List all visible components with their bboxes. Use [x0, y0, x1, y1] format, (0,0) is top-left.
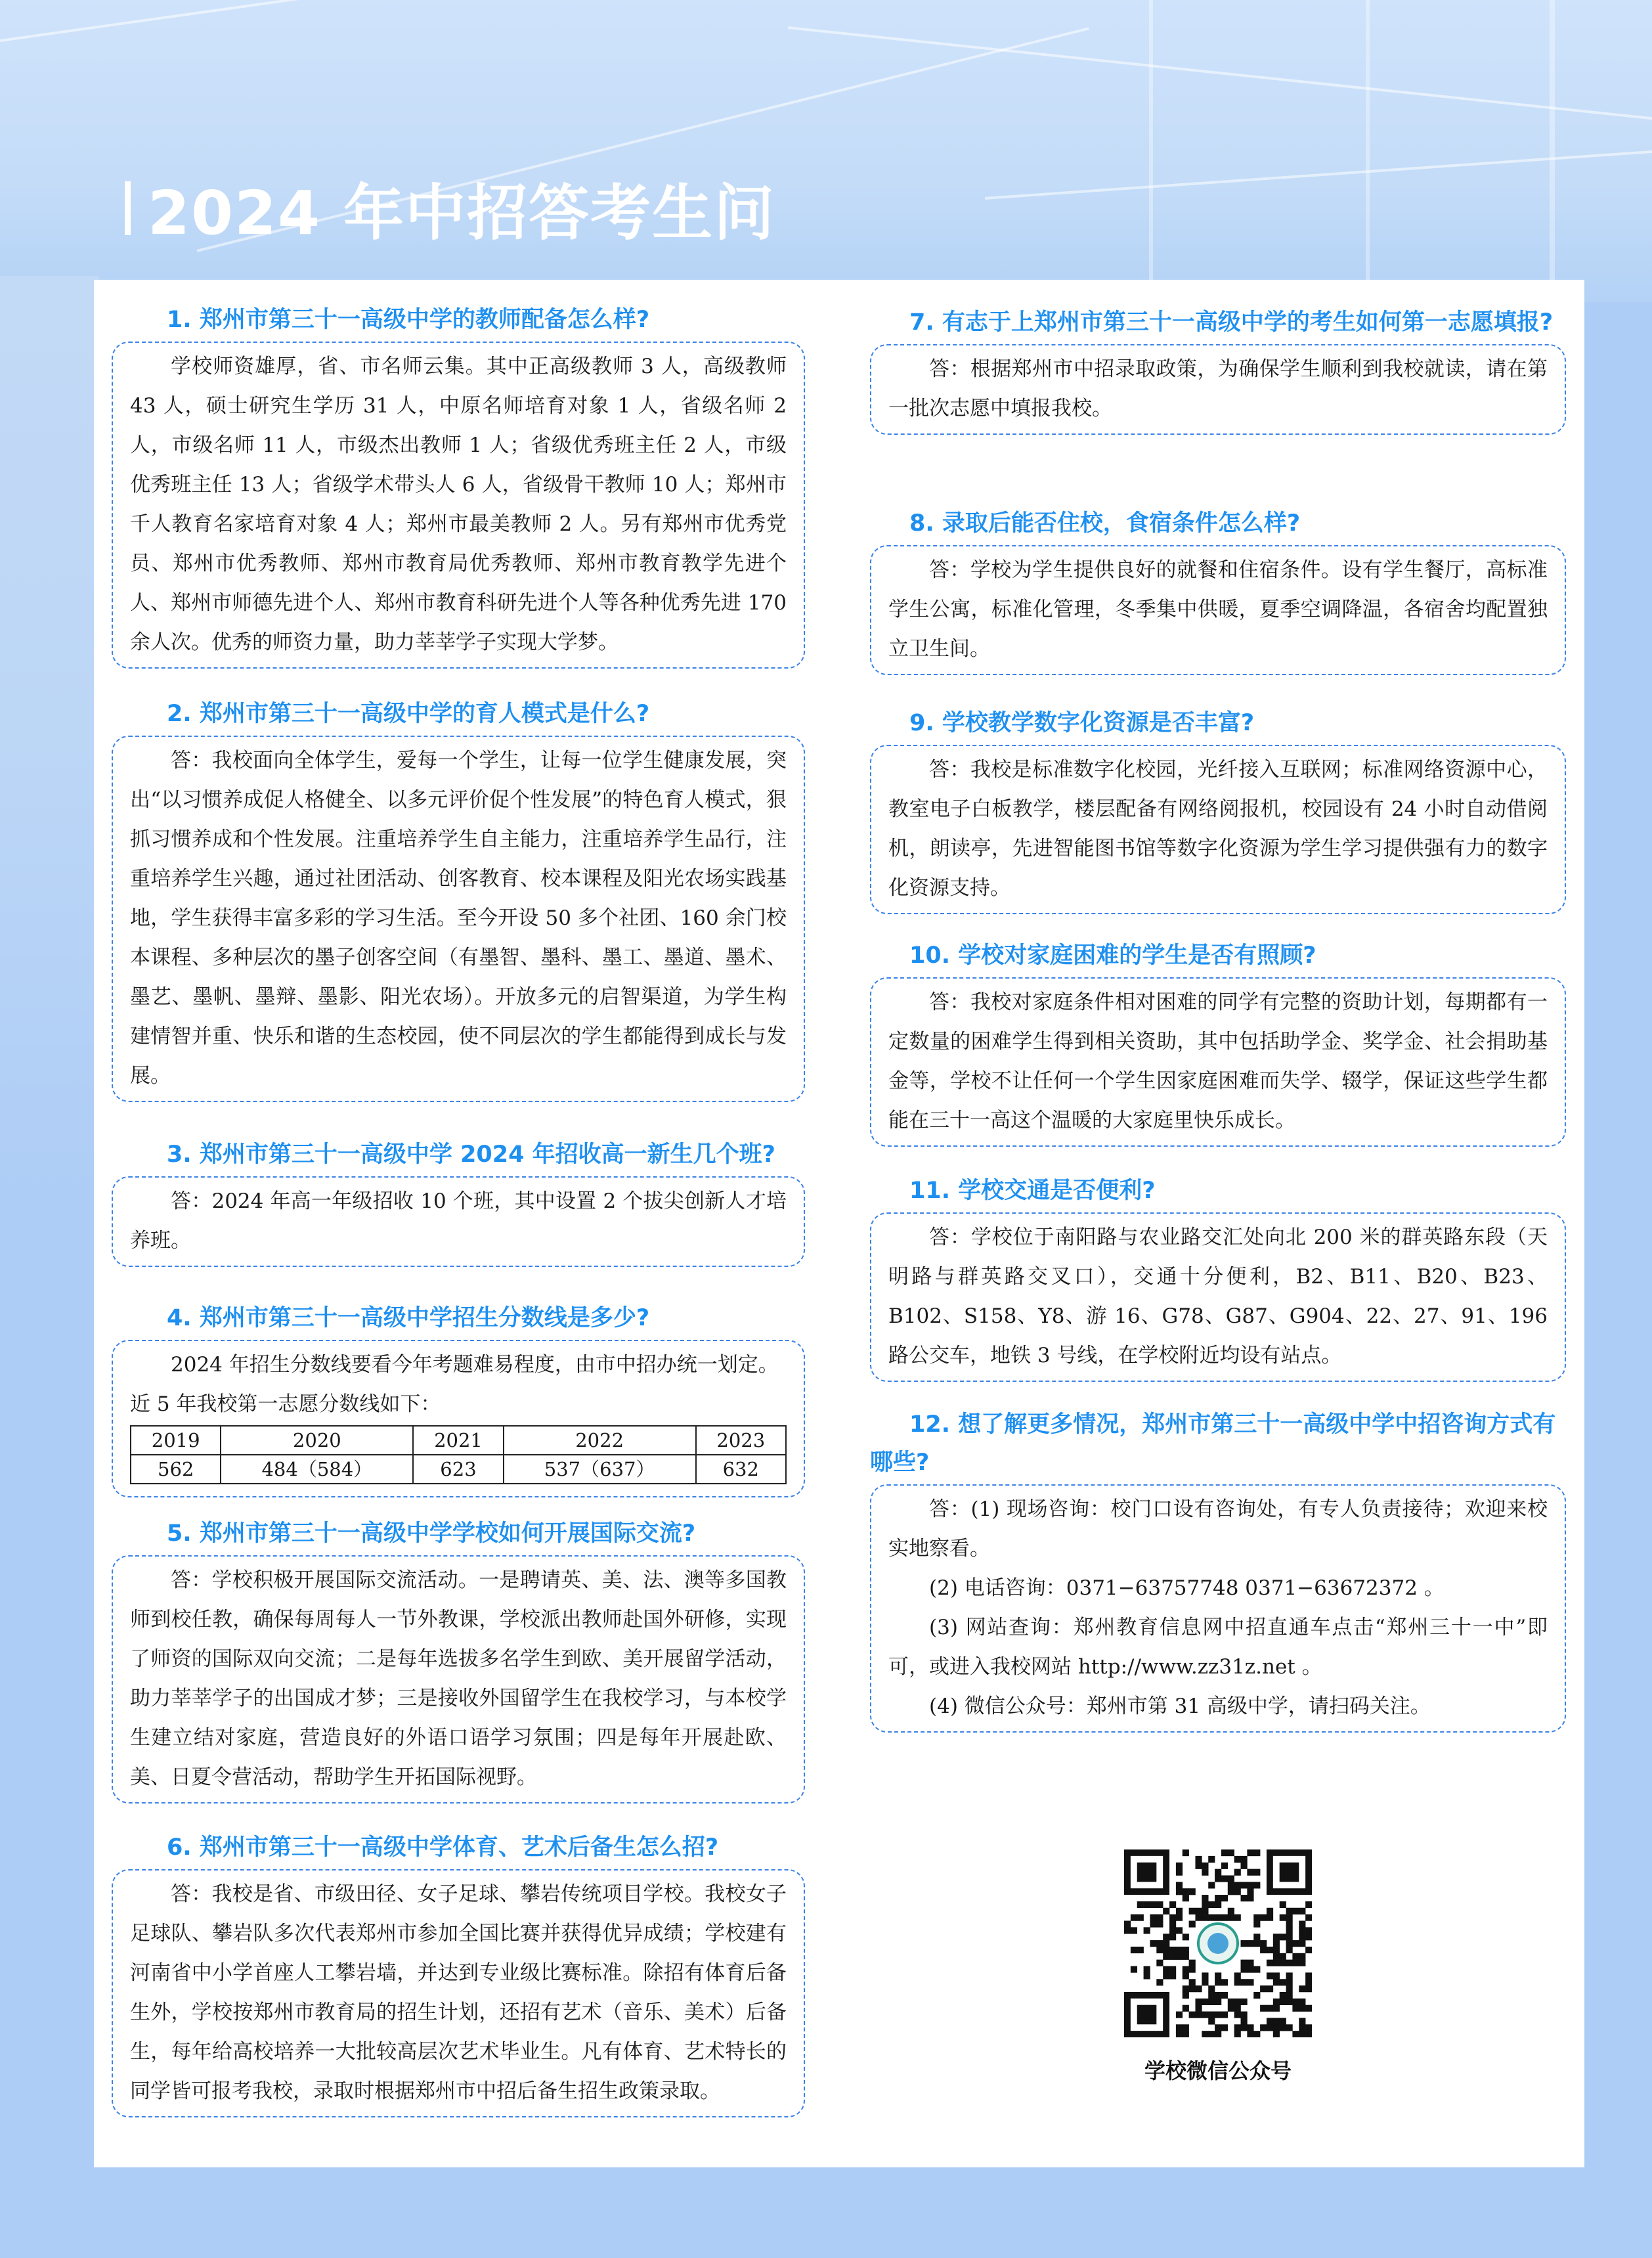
- table-cell: 2023: [696, 1426, 786, 1455]
- question-title: 3. 郑州市第三十一高级中学 2024 年招收高一新生几个班?: [167, 1141, 775, 1168]
- answer-box: [870, 545, 1566, 675]
- content-card: [94, 280, 1584, 2167]
- qa-item-12: [870, 1406, 1566, 1733]
- qa-item-7: [870, 303, 1566, 435]
- table-row: [131, 1455, 786, 1484]
- table-cell: 2022: [504, 1426, 696, 1455]
- table-cell: 562: [131, 1455, 221, 1484]
- qa-item-8: [870, 504, 1566, 675]
- answer-text: 答：学校为学生提供良好的就餐和住宿条件。设有学生餐厅，高标准学生公寓，标准化管理，冬季集中供暖，夏季空调降温，各宿舍均配置独立卫生间。: [888, 558, 1548, 661]
- answer-text: 答：学校积极开展国际交流活动。一是聘请英、美、法、澳等多国教师到校任教，确保每周每人一节外教课，学校派出教师赴国外研修，实现了师资的国际双向交流；二是每年选拔多名学生到欧、美开展留学活动，助力莘莘学子的出国成才梦；三是接收外国留学生在我校学习，与本校学生建立结对家庭，营造良好的外语口语学习氛围；四是每年开展赴欧、美、日夏令营活动，帮助学生开拓国际视野。: [130, 1568, 787, 1789]
- answer-text: 答：我校对家庭条件相对困难的同学有完整的资助计划，每期都有一定数量的困难学生得到相关资助，其中包括助学金、奖学金、社会捐助基金等，学校不让任何一个学生因家庭困难而失学、辍学，保证这些学生都能在三十一高这个温暖的大家庭里快乐成长。: [888, 990, 1548, 1132]
- question-title: 9. 学校教学数字化资源是否丰富?: [909, 710, 1255, 736]
- header-background: [0, 0, 1652, 302]
- question-title: 2. 郑州市第三十一高级中学的育人模式是什么?: [167, 701, 650, 727]
- score-table: [130, 1425, 787, 1484]
- answer-box: [112, 1176, 805, 1267]
- qr-code-image: [1124, 1849, 1312, 2037]
- qa-item-9: [870, 704, 1566, 914]
- question-title: 6. 郑州市第三十一高级中学体育、艺术后备生怎么招?: [167, 1834, 719, 1861]
- question-title: 1. 郑州市第三十一高级中学的教师配备怎么样?: [167, 307, 650, 333]
- left-background: [0, 276, 98, 1195]
- answer-text: (3) 网站查询：郑州教育信息网中招直通车点击“郑州三十一中”即可，或进入我校网站 http://www.zz31z.net 。: [888, 1616, 1548, 1679]
- answer-text: (2) 电话咨询：0371−63757748 0371−63672372 。: [929, 1576, 1445, 1600]
- table-cell: 2021: [413, 1426, 503, 1455]
- question-title: 11. 学校交通是否便利?: [909, 1178, 1156, 1204]
- answer-text: 答：我校是标准数字化校园，光纤接入互联网；标准网络资源中心，教室电子白板教学，楼层配备有网络阅报机，校园设有 24 小时自动借阅机，朗读亭，先进智能图书馆等数字化资源为学生学习提供强有力的数字化资源支持。: [888, 758, 1548, 900]
- qa-item-10: [870, 937, 1566, 1147]
- table-cell: 2019: [131, 1426, 221, 1455]
- answer-text: 答：2024 年高一年级招收 10 个班，其中设置 2 个拔尖创新人才培养班。: [130, 1189, 787, 1252]
- table-cell: 537（637）: [504, 1455, 696, 1484]
- answer-box: [870, 745, 1566, 914]
- qa-item-3: [112, 1136, 805, 1267]
- qa-item-11: [870, 1172, 1566, 1382]
- title-bar-decoration: [125, 181, 131, 235]
- answer-text: 答：我校面向全体学生，爱每一个学生，让每一位学生健康发展，突出“以习惯养成促人格健全、以多元评价促个性发展”的特色育人模式，狠抓习惯养成和个性发展。注重培养学生自主能力，注重培养学生品行，注重培养学生兴趣，通过社团活动、创客教育、校本课程及阳光农场实践基地，学生获得丰富多彩的学习生活。至今开设 50 多个社团、160 余门校本课程、多种层次的墨子创客空间（有墨智、墨科、墨工、墨道、墨术、墨艺、墨帆、墨辩、墨影、阳光农场）。开放多元的启智渠道，为学生构建情智并重、快乐和谐的生态校园，使不同层次的学生都能得到成长与发展。: [130, 749, 787, 1088]
- page-title: [125, 172, 776, 248]
- answer-box: [112, 1340, 805, 1497]
- qr-code-icon: [1124, 1849, 1312, 2037]
- question-title: 7. 有志于上郑州市第三十一高级中学的考生如何第一志愿填报?: [909, 309, 1554, 336]
- answer-box: [870, 1212, 1566, 1382]
- answer-box: [112, 1555, 805, 1804]
- question-title: 5. 郑州市第三十一高级中学学校如何开展国际交流?: [167, 1520, 696, 1547]
- page-title-text: 2024 年中招答考生问: [148, 178, 776, 248]
- qa-item-6: [112, 1828, 805, 2117]
- answer-text: 答：(1) 现场咨询：校门口设有咨询处，有专人负责接待；欢迎来校实地察看。: [888, 1497, 1548, 1561]
- question-title: 12. 想了解更多情况，郑州市第三十一高级中学中招咨询方式有哪些?: [870, 1411, 1556, 1476]
- answer-text: 答：我校是省、市级田径、女子足球、攀岩传统项目学校。我校女子足球队、攀岩队多次代表郑州市参加全国比赛并获得优异成绩；学校建有河南省中小学首座人工攀岩墙，并达到专业级比赛标准。除招有体育后备生外，学校按郑州市教育局的招生计划，还招有艺术（音乐、美术）后备生，每年给高校培养一大批较高层次艺术毕业生。凡有体育、艺术特长的同学皆可报考我校，录取时根据郑州市中招后备生招生政策录取。: [130, 1882, 787, 2103]
- question-title: 4. 郑州市第三十一高级中学招生分数线是多少?: [167, 1305, 650, 1331]
- qa-item-4: [112, 1299, 805, 1497]
- qa-item-1: [112, 301, 805, 669]
- answer-text: (4) 微信公众号：郑州市第 31 高级中学，请扫码关注。: [929, 1694, 1431, 1718]
- answer-box: [112, 1869, 805, 2117]
- table-cell: 632: [696, 1455, 786, 1484]
- answer-box: [870, 977, 1566, 1147]
- question-title: 8. 录取后能否住校，食宿条件怎么样?: [909, 510, 1301, 537]
- answer-box: [112, 342, 805, 669]
- table-cell: 484（584）: [221, 1455, 413, 1484]
- answer-text: 答：学校位于南阳路与农业路交汇处向北 200 米的群英路东段（天明路与群英路交叉口），交通十分便利，B2、B11、B20、B23、B102、S158、Y8、游 16、G78、G87、G904、22、27、91、196 路公交车，地铁 3 号线，在学校附近均设有站点。: [888, 1226, 1548, 1367]
- answer-box: [112, 736, 805, 1102]
- qr-caption: 学校微信公众号: [1144, 2058, 1292, 2083]
- table-row: [131, 1426, 786, 1455]
- table-cell: 623: [413, 1455, 503, 1484]
- answer-text: 学校师资雄厚，省、市名师云集。其中正高级教师 3 人，高级教师 43 人，硕士研究生学历 31 人，中原名师培育对象 1 人，省级名师 2 人，市级名师 11 人，市级杰出教师 1 人；省级优秀班主任 2 人，市级优秀班主任 13 人；省级学术带头人 6 人，省级骨干教师 10 人；郑州市千人教育名家培育对象 4 人；郑州市最美教师 2 人。另有郑州市优秀党员、郑州市优秀教师、郑州市教育局优秀教师、郑州市教育教学先进个人、郑州市师德先进个人、郑州市教育科研先进个人等各种优秀先进 170 余人次。优秀的师资力量，助力莘莘学子实现大学梦。: [130, 355, 787, 654]
- question-title: 10. 学校对家庭困难的学生是否有照顾?: [909, 942, 1316, 969]
- answer-text: 2024 年招生分数线要看今年考题难易程度，由市中招办统一划定。: [171, 1353, 779, 1377]
- answer-box: [870, 344, 1566, 435]
- qa-item-2: [112, 695, 805, 1102]
- answer-text: 答：根据郑州市中招录取政策，为确保学生顺利到我校就读，请在第一批次志愿中填报我校。: [888, 357, 1548, 420]
- qa-item-5: [112, 1515, 805, 1804]
- answer-box: [870, 1484, 1566, 1733]
- table-cell: 2020: [221, 1426, 413, 1455]
- answer-text: 近 5 年我校第一志愿分数线如下：: [130, 1392, 441, 1416]
